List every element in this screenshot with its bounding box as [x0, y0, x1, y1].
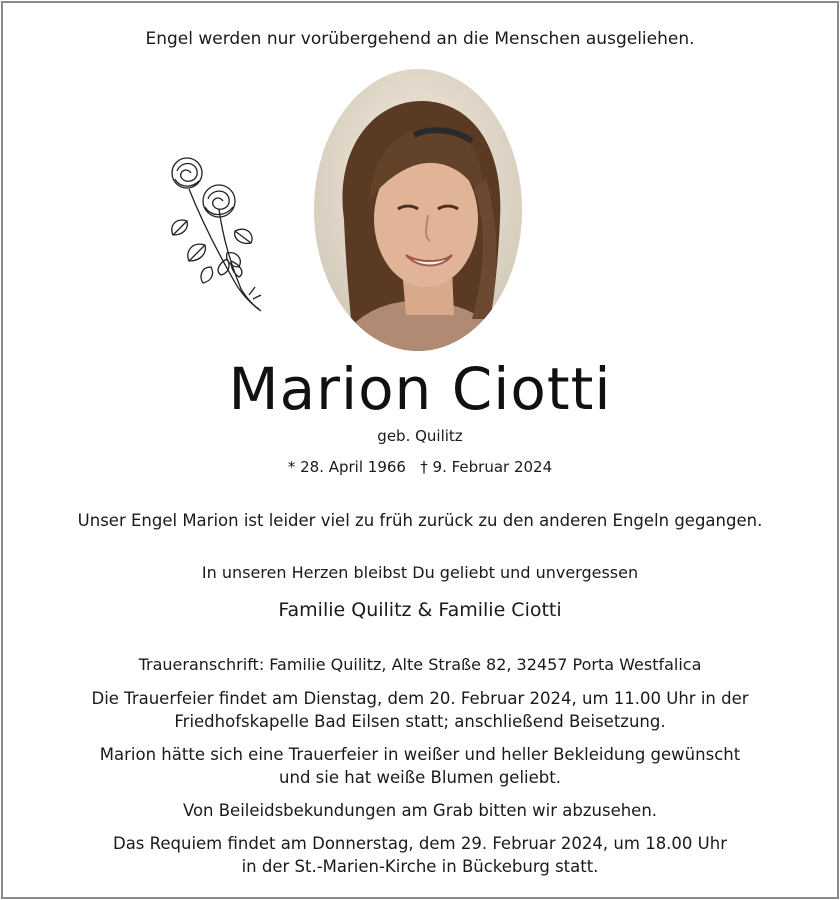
funeral-info [3, 687, 837, 733]
remembrance-text: In unseren Herzen bleibst Du geliebt und unvergessen [201, 563, 639, 582]
funeral-line-1: Die Trauerfeier findet am Dienstag, dem 20. Februar 2024, um 11.00 Uhr in der [91, 689, 749, 708]
funeral-line-2: Friedhofskapelle Bad Eilsen statt; anschließend Beisetzung. [174, 712, 666, 731]
maiden-name: geb. Quilitz [377, 427, 463, 445]
opening-quote: Engel werden nur vorübergehend an die Menschen ausgeliehen. [145, 29, 695, 49]
condolence-note [3, 799, 837, 822]
life-dates: * 28. April 1966 † 9. Februar 2024 [287, 458, 553, 476]
portrait-photo [314, 69, 522, 351]
dress-wish [3, 743, 837, 789]
mourning-address: Traueranschrift: Familie Quilitz, Alte Straße 82, 32457 Porta Westfalica [138, 655, 702, 674]
requiem-info [3, 832, 837, 878]
family-signature: Familie Quilitz & Familie Ciotti [278, 599, 562, 621]
requiem-line-1: Das Requiem findet am Donnerstag, dem 29. Februar 2024, um 18.00 Uhr [112, 834, 727, 853]
wish-line-2: und sie hat weiße Blumen geliebt. [279, 768, 561, 787]
wish-line-1: Marion hätte sich eine Trauerfeier in weißer und heller Bekleidung gewünscht [99, 745, 741, 764]
rose-drawing-icon [161, 149, 269, 317]
deceased-name: Marion Ciotti [228, 355, 612, 423]
condolence-line: Von Beileidsbekundungen am Grab bitten wir abzusehen. [182, 801, 658, 820]
requiem-line-2: in der St.-Marien-Kirche in Bückeburg statt. [241, 857, 599, 876]
obituary-notice [1, 1, 839, 899]
tribute-text: Unser Engel Marion ist leider viel zu früh zurück zu den anderen Engeln gegangen. [77, 511, 763, 530]
